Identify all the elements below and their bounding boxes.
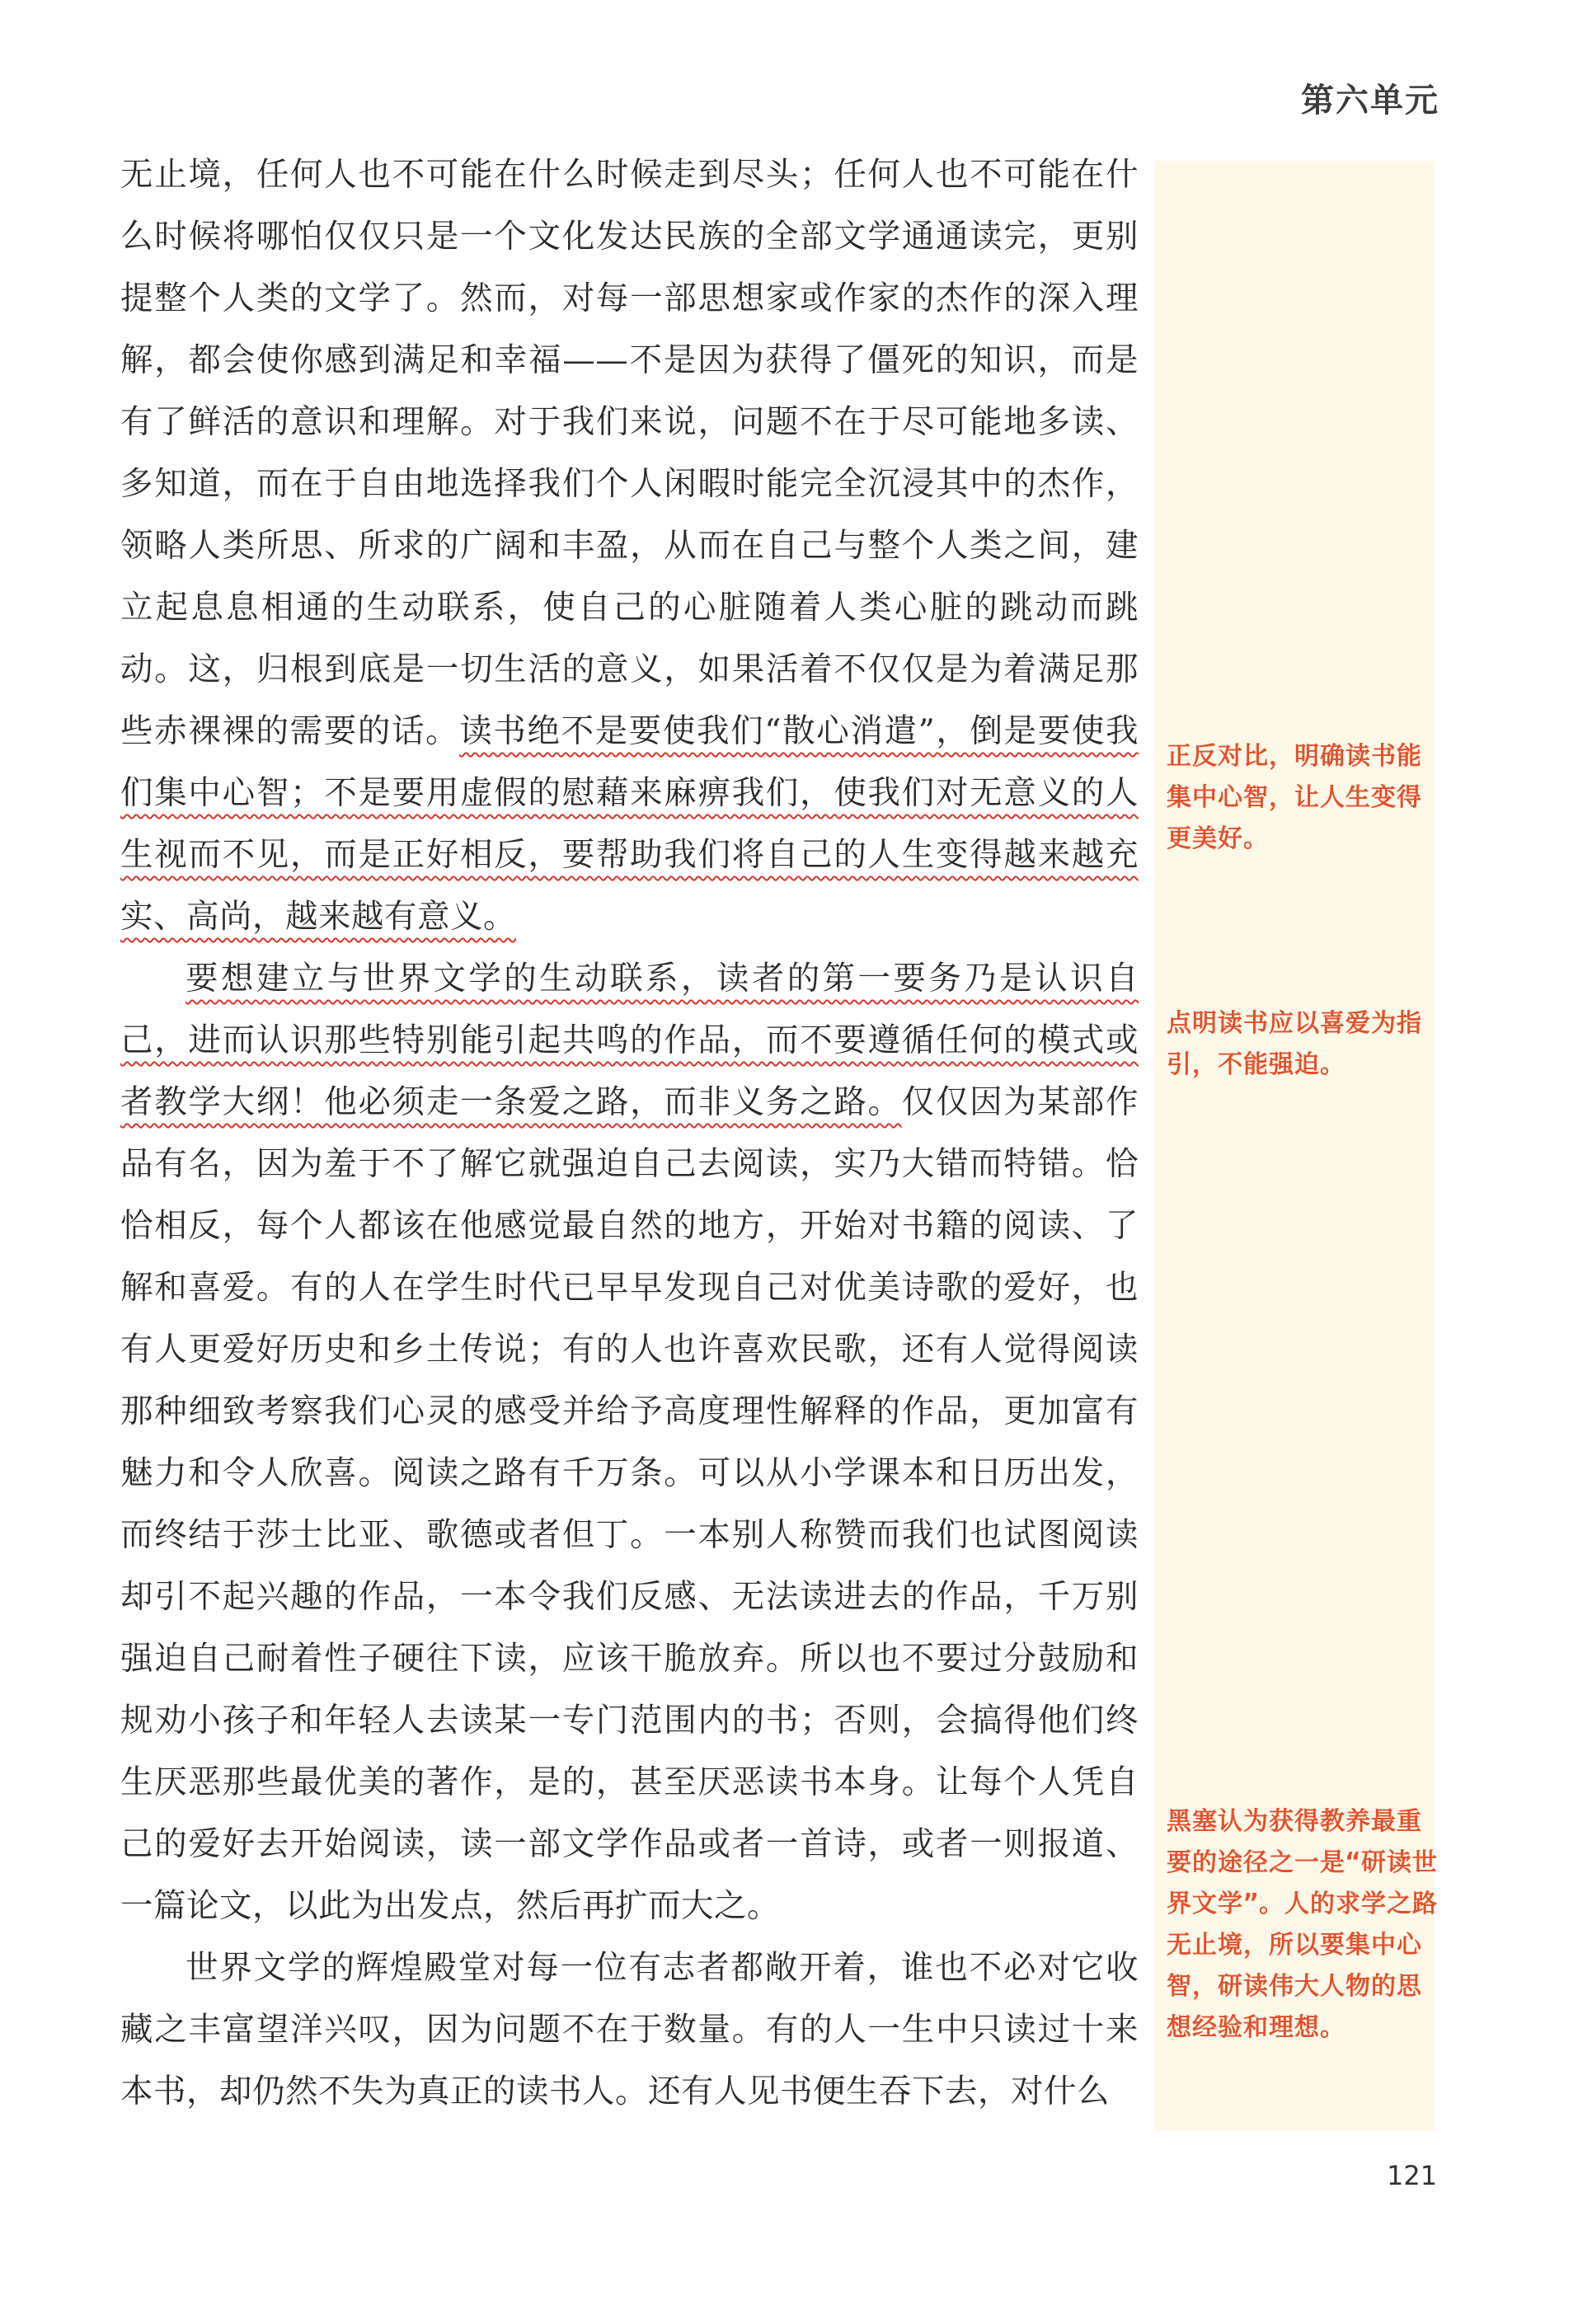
underlined-passage-1: 读书绝不是要使我们“散心消遣”，倒是要使我们集中心智；不是要用虚假的慰藉来麻痹我们，使我们对无意义的人生视而不见，而是正好相反，要帮助我们将自己的人生变得越来越充实、高尚，越来越有意义。	[120, 712, 1139, 936]
underlined-passage-2: 要想建立与世界文学的生动联系，读者的第一要务乃是认识自己，进而认识那些特别能引起共鸣的作品，而不要遵循任何的模式或者教学大纲！他必须走一条爱之路，而非义务之路。	[120, 960, 1139, 1121]
margin-note-2: 点明读书应以喜爱为指引，不能强迫。	[1167, 1009, 1422, 1079]
paragraph-2-text: 仅仅因为某部作品有名，因为羞于不了解它就强迫自己去阅读，实乃大错而特错。恰恰相反，每个人都该在他感觉最自然的地方，开始对书籍的阅读、了解和喜爱。有的人在学生时代已早早发现自己对优美诗歌的爱好，也有人更爱好历史和乡土传说；有的人也许喜欢民歌，还有人觉得阅读那种细致考察我们心灵的感受并给予高度理性解释的作品，更加富有魅力和令人欣喜。阅读之路有千万条。可以从小学课本和日历出发，而终结于莎士比亚、歌德或者但丁。一本别人称赞而我们也试图阅读却引不起兴趣的作品，一本令我们反感、无法读进去的作品，千万别强迫自己耐着性子硬往下读，应该干脆放弃。所以也不要过分鼓励和规劝小孩子和年轻人去读某一专门范围内的书；否则，会搞得他们终生厌恶那些最优美的著作，是的，甚至厌恶读书本身。让每个人凭自己的爱好去开始阅读，读一部文学作品或者一首诗，或者一则报道、一篇论文，以此为出发点，然后再扩而大之。	[120, 1083, 1139, 1925]
margin-note-3: 黑塞认为获得教养最重要的途径之一是“研读世界文学”。人的求学之路无止境，所以要集中心智，研读伟大人物的思想经验和理想。	[1167, 1807, 1439, 2042]
main-text	[120, 144, 1139, 2123]
margin-note-1: 正反对比，明确读书能集中心智，让人生变得更美好。	[1167, 742, 1422, 853]
paragraph-1	[120, 144, 1139, 948]
paragraph-1-text: 无止境，任何人也不可能在什么时候走到尽头；任何人也不可能在什么时候将哪怕仅仅只是一个文化发达民族的全部文学通通读完，更别提整个人类的文学了。然而，对每一部思想家或作家的杰作的深入理解，都会使你感到满足和幸福——不是因为获得了僵死的知识，而是有了鲜活的意识和理解。对于我们来说，问题不在于尽可能地多读、多知道，而在于自由地选择我们个人闲暇时能完全沉浸其中的杰作，领略人类所思、所求的广阔和丰盈，从而在自己与整个人类之间，建立起息息相通的生动联系，使自己的心脏随着人类心脏的跳动而跳动。这，归根到底是一切生活的意义，如果活着不仅仅是为着满足那些赤裸裸的需要的话。	[120, 156, 1139, 750]
unit-title: 第六单元	[1301, 82, 1439, 120]
paragraph-3: 世界文学的辉煌殿堂对每一位有志者都敞开着，谁也不必对它收藏之丰富望洋兴叹，因为问题不在于数量。有的人一生中只读过十来本书，却仍然不失为真正的读书人。还有人见书便生吞下去，对什么	[120, 1949, 1139, 2110]
page-number: 121	[1387, 2160, 1438, 2191]
paragraph-2	[120, 948, 1139, 1937]
